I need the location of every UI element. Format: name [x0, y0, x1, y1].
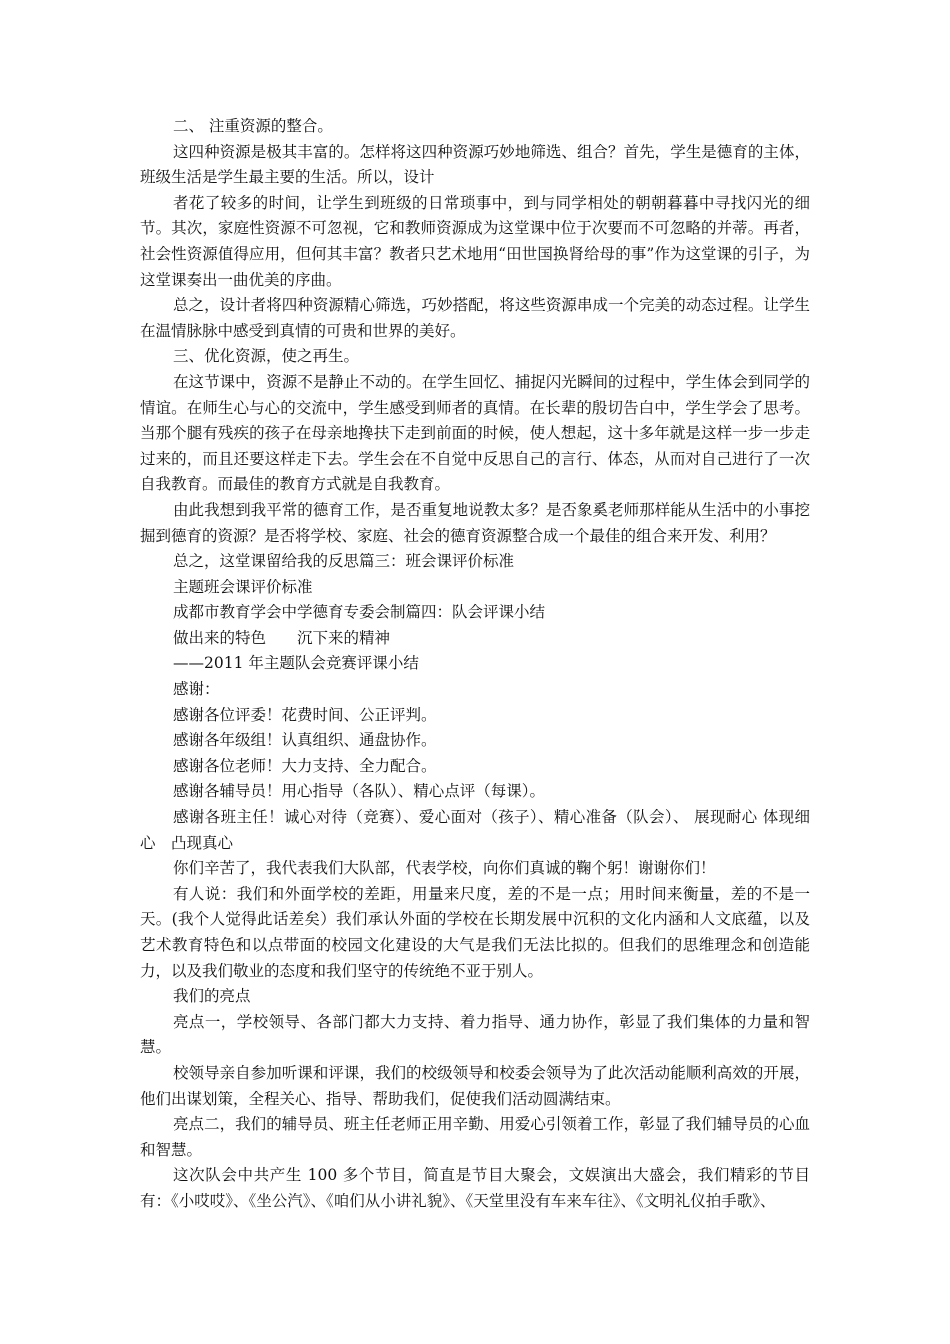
- paragraph: 由此我想到我平常的德育工作，是否重复地说教太多？是否象奚老师那样能从生活中的小事挖掘到德育的资源？是否将学校、家庭、社会的德育资源整合成一个最佳的组合来开发、利用？: [140, 500, 810, 545]
- paragraph: 我们的亮点: [173, 987, 251, 1006]
- paragraph: 有人说：我们和外面学校的差距，用量来尺度，差的不是一点；用时间来衡量，差的不是一天。(我个人觉得此话差矣）我们承认外面的学校在长期发展中沉积的文化内涵和人文底蕴，以及艺术教育特色和以点带面的校园文化建设的大气是我们无法比拟的。但我们的思维理念和创造能力，以及我们敬业的态度和我们坚守的传统绝不亚于别人。: [140, 884, 810, 980]
- paragraph: 你们辛苦了，我代表我们大队部，代表学校，向你们真诚的鞠个躬！谢谢你们！: [173, 859, 716, 878]
- paragraph: 感谢各位老师！大力支持、全力配合。: [173, 756, 437, 775]
- paragraph: 总之，设计者将四种资源精心筛选，巧妙搭配，将这些资源串成一个完美的动态过程。让学生在温情脉脉中感受到真情的可贵和世界的美好。: [140, 296, 810, 340]
- paragraph: 成都市教育学会中学德育专委会制篇四：队会评课小结: [173, 603, 546, 622]
- paragraph: 感谢各位评委！花费时间、公正评判。: [173, 705, 437, 724]
- paragraph: 感谢各班主任！诚心对待（竞赛）、爱心面对（孩子）、精心准备（队会）、 展现耐心 体现细心 凸现真心: [140, 808, 810, 852]
- paragraph: 感谢各辅导员！用心指导（各队）、精心点评（每课）。: [173, 782, 546, 801]
- paragraph: 校领导亲自参加听课和评课，我们的校级领导和校委会领导为了此次活动能顺利高效的开展，他们出谋划策，全程关心、指导、帮助我们，促使我们活动圆满结束。: [140, 1063, 810, 1108]
- paragraph: 三、优化资源，使之再生。: [173, 347, 360, 366]
- paragraph: 感谢各年级组！认真组织、通盘协作。: [173, 731, 437, 750]
- paragraph: 主题班会课评价标准: [173, 577, 313, 596]
- paragraph: 感谢：: [173, 680, 220, 699]
- paragraph: 亮点二，我们的辅导员、班主任老师正用辛勤、用爱心引领着工作，彰显了我们辅导员的心血和智慧。: [140, 1115, 810, 1159]
- document-body: [140, 114, 810, 1215]
- paragraph: 做出来的特色 沉下来的精神: [173, 628, 391, 647]
- paragraph: 在这节课中，资源不是静止不动的。在学生回忆、捕捉闪光瞬间的过程中，学生体会到同学的情谊。在师生心与心的交流中，学生感受到师者的真情。在长辈的殷切告白中，学生学会了思考。当那个腿有残疾的孩子在母亲地搀扶下走到前面的时候，使人想起，这十多年就是这样一步一步走过来的，而且还要这样走下去。学生会在不自觉中反思自己的言行、体态，从而对自己进行了一次自我教育。而最佳的教育方式就是自我教育。: [140, 372, 810, 494]
- paragraph: ——2011 年主题队会竞赛评课小结: [173, 654, 419, 673]
- paragraph: 这次队会中共产生 100 多个节目，简直是节目大聚会，文娱演出大盛会，我们精彩的节目有：《小哎哎》、《坐公汽》、《咱们从小讲礼貌》、《天堂里没有车来车往》、《文明礼仪拍手歌》、: [140, 1166, 810, 1210]
- paragraph: 这四种资源是极其丰富的。怎样将这四种资源巧妙地筛选、组合？首先，学生是德育的主体，班级生活是学生最主要的生活。所以，设计: [140, 142, 810, 187]
- paragraph: 者花了较多的时间，让学生到班级的日常琐事中，到与同学相处的朝朝暮暮中寻找闪光的细节。其次，家庭性资源不可忽视，它和教师资源成为这堂课中位于次要而不可忽略的并蒂。再者，社会性资源值得应用，但何其丰富？教者只艺术地用“田世国换肾给母的事”作为这堂课的引子，为这堂课奏出一曲优美的序曲。: [140, 193, 810, 289]
- paragraph: 二、 注重资源的整合。: [173, 117, 333, 135]
- paragraph: 亮点一，学校领导、各部门都大力支持、着力指导、通力协作，彰显了我们集体的力量和智慧。: [140, 1012, 810, 1057]
- paragraph: 总之，这堂课留给我的反思篇三：班会课评价标准: [173, 552, 515, 571]
